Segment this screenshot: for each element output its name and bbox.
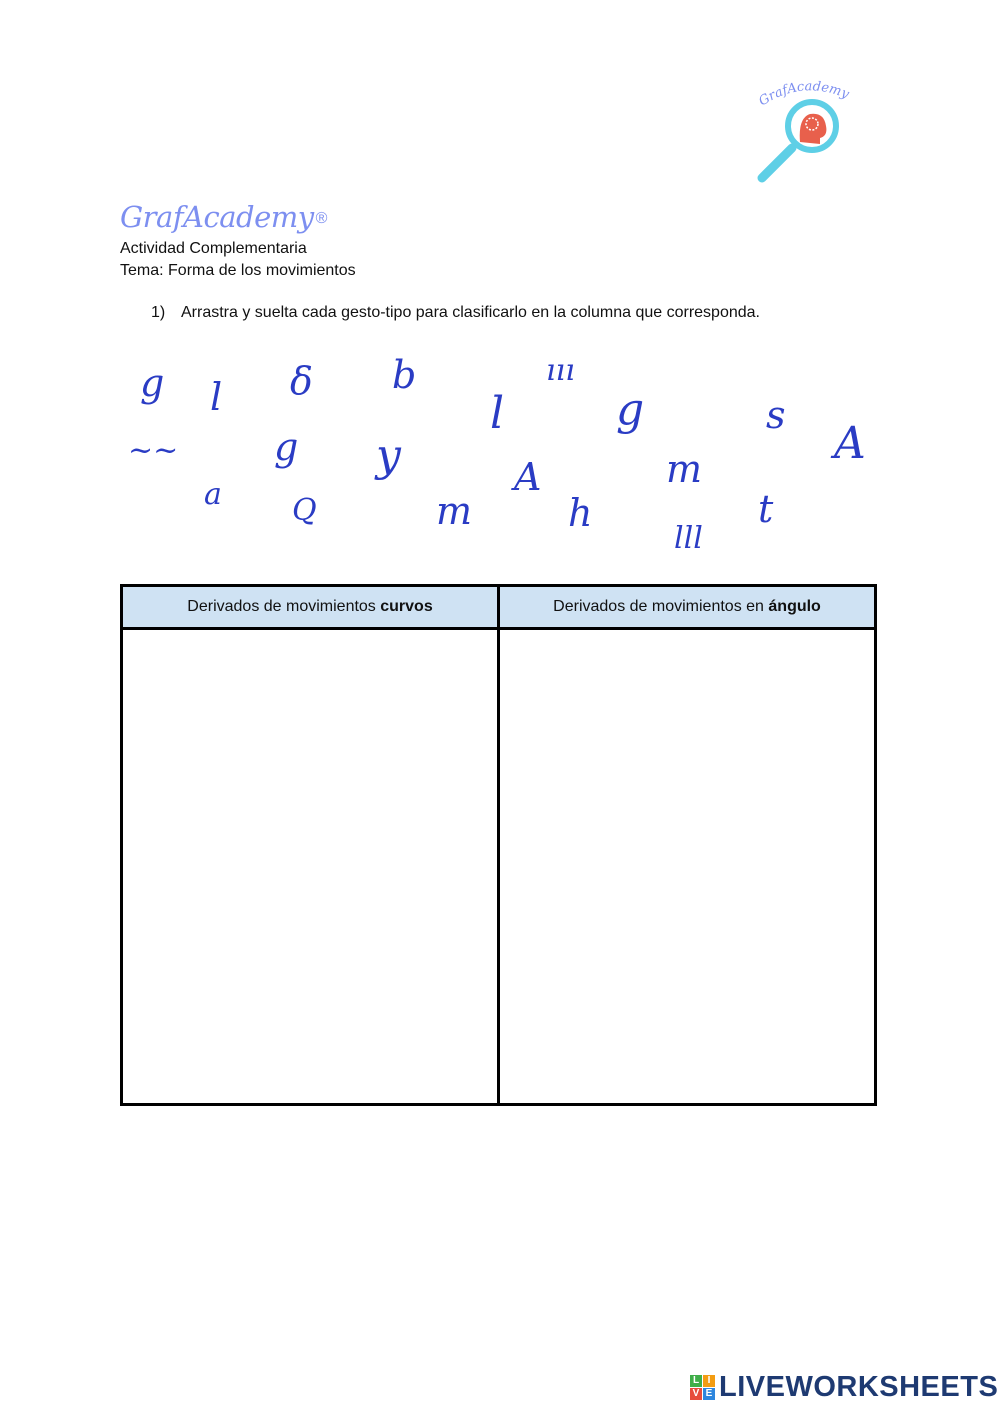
gesture-card[interactable]: t (758, 487, 774, 531)
column-header-angle-prefix: Derivados de movimientos en (553, 598, 769, 615)
instruction-text: Arrastra y suelta cada gesto-tipo para clasificarlo en la columna que corresponda. (181, 304, 760, 321)
logo-ring-text: GrafAcademy (756, 79, 852, 110)
gesture-card[interactable]: ııı (546, 353, 575, 388)
grafacademy-logo-icon (748, 78, 860, 188)
gesture-card[interactable]: b (392, 353, 417, 397)
instruction-number: 1) (151, 304, 166, 321)
column-header-curved-bold: curvos (380, 598, 433, 615)
brand-name: GrafAcademy (120, 200, 314, 234)
liveworksheets-wordmark: LIVEWORKSHEETS (719, 1370, 999, 1403)
gesture-card[interactable]: y (376, 430, 401, 481)
column-header-angle-bold: ángulo (768, 598, 821, 615)
drop-zone-angle[interactable] (499, 629, 876, 1105)
column-header-curved (122, 586, 499, 629)
brand-title (120, 200, 327, 234)
gesture-card[interactable]: l (210, 375, 223, 419)
gesture-card[interactable]: a (204, 477, 222, 512)
gesture-card[interactable]: lll (674, 521, 703, 556)
gesture-card[interactable]: h (568, 491, 593, 535)
liveworksheets-icon (690, 1375, 715, 1400)
gesture-card[interactable]: g (274, 425, 299, 469)
gesture-card[interactable]: g (616, 384, 645, 435)
lw-icon-letter: E (703, 1388, 715, 1400)
gesture-card[interactable]: A (514, 455, 542, 499)
gesture-card[interactable]: m (666, 447, 703, 491)
registered-mark: ® (315, 210, 328, 227)
gesture-card[interactable]: l (490, 388, 505, 439)
gesture-card[interactable]: g (140, 361, 165, 405)
lw-icon-letter: L (690, 1375, 702, 1387)
gesture-card[interactable]: ~~ (128, 433, 179, 468)
gesture-card[interactable]: m (436, 489, 473, 533)
lw-icon-letter: V (690, 1388, 702, 1400)
lw-icon-letter: I (703, 1375, 715, 1387)
liveworksheets-logo (690, 1372, 998, 1402)
gesture-card[interactable]: Q (292, 493, 317, 528)
instruction (151, 304, 760, 322)
drop-zone-curved[interactable] (122, 629, 499, 1105)
gesture-card[interactable]: A (834, 418, 866, 469)
classification-table (120, 584, 877, 1106)
topic-subtitle: Tema: Forma de los movimientos (120, 262, 356, 279)
activity-subtitle: Actividad Complementaria (120, 240, 307, 257)
column-header-curved-prefix: Derivados de movimientos (187, 598, 381, 615)
gesture-card[interactable]: s (766, 393, 786, 437)
gesture-card[interactable]: δ (290, 359, 313, 403)
column-header-angle (499, 586, 876, 629)
